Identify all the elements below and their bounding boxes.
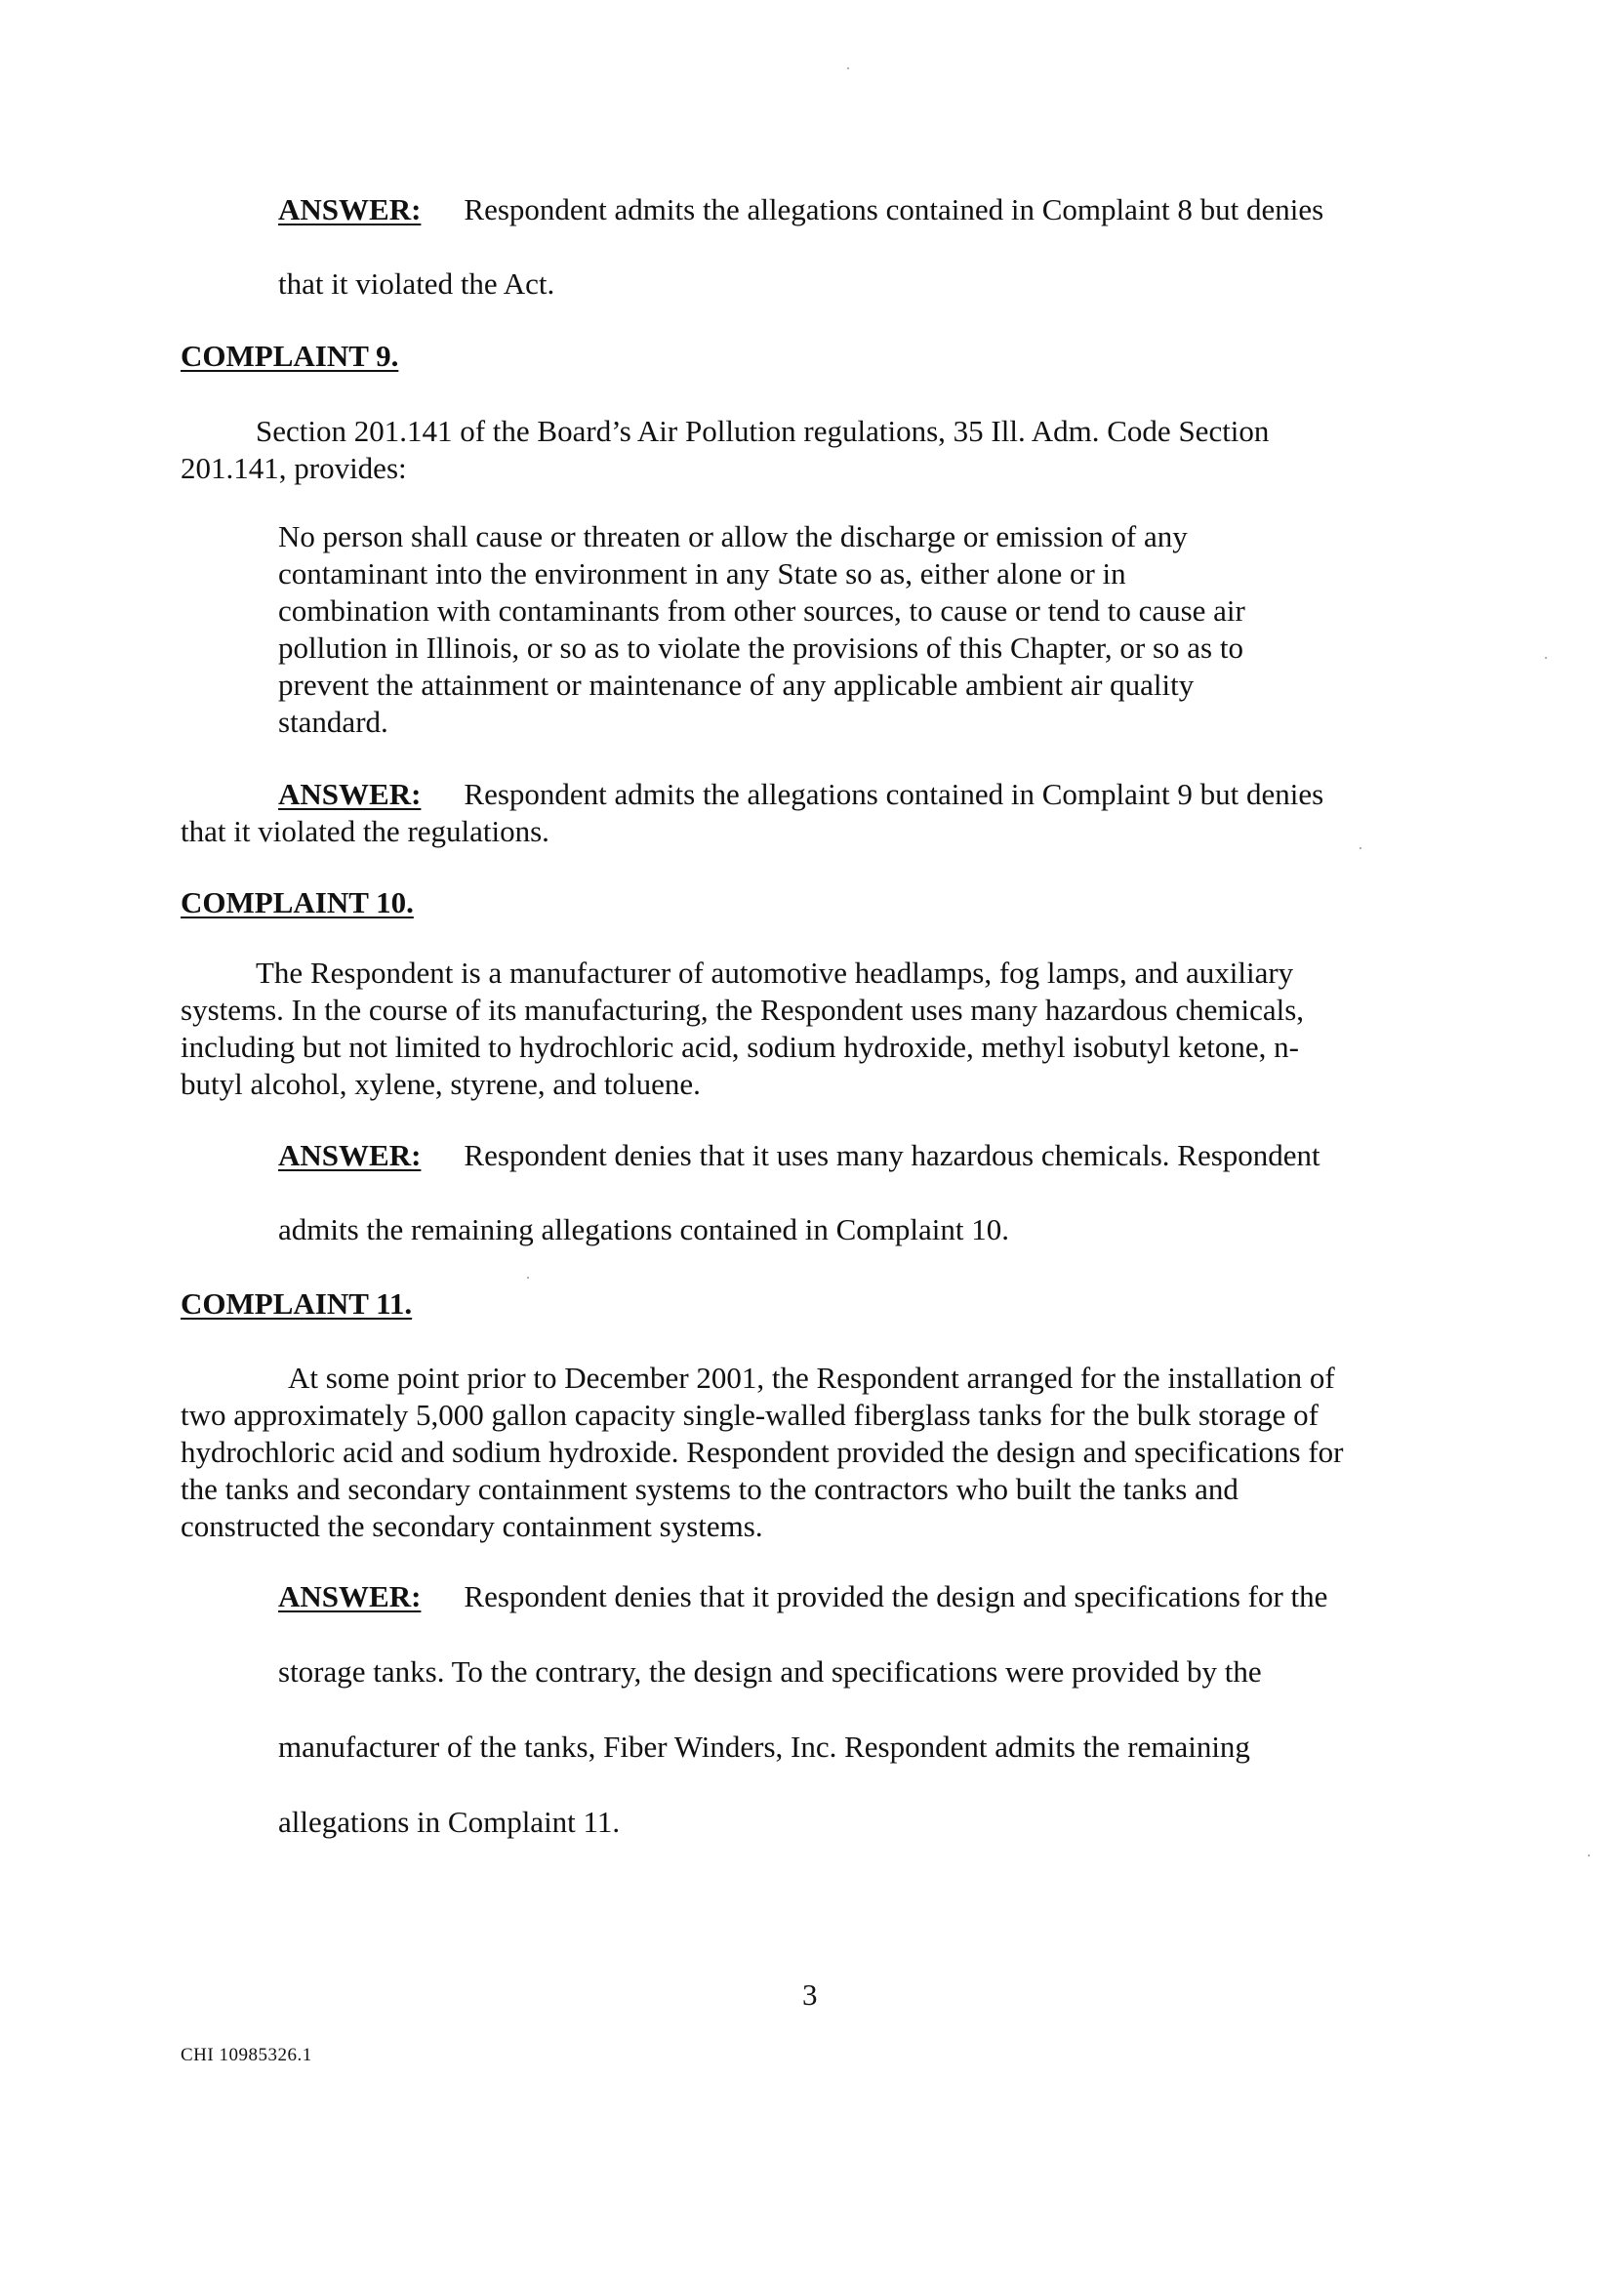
complaint-10-heading: COMPLAINT 10.: [181, 885, 414, 919]
quote-line-4: pollution in Illinois, or so as to violate the provisions of this Chapter, or so as to: [278, 631, 1243, 665]
answer-11-line-3: manufacturer of the tanks, Fiber Winders, Inc. Respondent admits the remaining: [278, 1730, 1250, 1764]
quote-line-5: prevent the attainment or maintenance of any applicable ambient air quality: [278, 668, 1195, 702]
complaint-10-body-line-1: The Respondent is a manufacturer of automotive headlamps, fog lamps, and auxiliary: [256, 956, 1294, 990]
answer-11-line-1: [278, 1577, 1327, 1616]
answer-text: Respondent denies that it uses many hazardous chemicals. Respondent: [464, 1138, 1320, 1172]
complaint-11-heading: COMPLAINT 11.: [181, 1286, 413, 1321]
complaint-11-body-line-5: constructed the secondary containment systems.: [181, 1509, 763, 1543]
answer-label: ANSWER:: [278, 1138, 422, 1172]
answer-text: Respondent denies that it provided the design and specifications for the: [464, 1579, 1328, 1613]
answer-10-line-2: admits the remaining allegations contained in Complaint 10.: [278, 1212, 1010, 1246]
complaint-10-body-line-2: systems. In the course of its manufacturing, the Respondent uses many hazardous chemicals,: [181, 993, 1305, 1027]
answer-text: Respondent admits the allegations contained in Complaint 9 but denies: [464, 777, 1324, 811]
scan-speck: [1545, 657, 1547, 659]
complaint-9-body-line-1: Section 201.141 of the Board’s Air Pollution regulations, 35 Ill. Adm. Code Section: [256, 414, 1270, 448]
answer-11-line-2: storage tanks. To the contrary, the design and specifications were provided by the: [278, 1654, 1262, 1689]
document-id: CHI 10985326.1: [181, 2045, 312, 2065]
answer-label: ANSWER:: [278, 1579, 422, 1613]
answer-9-line-1: [278, 775, 1323, 814]
answer-text: Respondent admits the allegations contained in Complaint 8 but denies: [464, 192, 1324, 226]
scan-speck: [1588, 1854, 1590, 1856]
answer-8-line-1: [278, 190, 1323, 229]
quote-line-1: No person shall cause or threaten or allow the discharge or emission of any: [278, 519, 1188, 553]
page-number: 3: [802, 1977, 818, 2012]
answer-9-line-2: that it violated the regulations.: [181, 814, 549, 848]
answer-label: ANSWER:: [278, 192, 422, 226]
scan-speck: [847, 67, 849, 69]
complaint-9-body-line-2: 201.141, provides:: [181, 451, 407, 485]
complaint-10-body-line-3: including but not limited to hydrochloric acid, sodium hydroxide, methyl isobutyl ketone, n-: [181, 1030, 1299, 1064]
quote-line-6: standard.: [278, 705, 388, 739]
quote-line-3: combination with contaminants from other sources, to cause or tend to cause air: [278, 593, 1245, 628]
answer-11-line-4: allegations in Complaint 11.: [278, 1805, 621, 1839]
scan-speck: [1360, 847, 1361, 849]
complaint-11-body-line-4: the tanks and secondary containment systems to the contractors who built the tanks and: [181, 1472, 1238, 1506]
answer-10-line-1: [278, 1136, 1320, 1175]
complaint-11-body-line-2: two approximately 5,000 gallon capacity single-walled fiberglass tanks for the bulk storage of: [181, 1398, 1319, 1432]
complaint-11-body-line-3: hydrochloric acid and sodium hydroxide. Respondent provided the design and specifications for: [181, 1435, 1344, 1469]
answer-8-line-2: that it violated the Act.: [278, 266, 555, 301]
answer-label: ANSWER:: [278, 777, 422, 811]
quote-line-2: contaminant into the environment in any State so as, either alone or in: [278, 556, 1126, 591]
scan-speck: [527, 1277, 529, 1279]
complaint-10-body-line-4: butyl alcohol, xylene, styrene, and toluene.: [181, 1067, 701, 1101]
complaint-9-heading: COMPLAINT 9.: [181, 339, 399, 373]
complaint-11-body-line-1: At some point prior to December 2001, the Respondent arranged for the installation of: [288, 1361, 1335, 1395]
